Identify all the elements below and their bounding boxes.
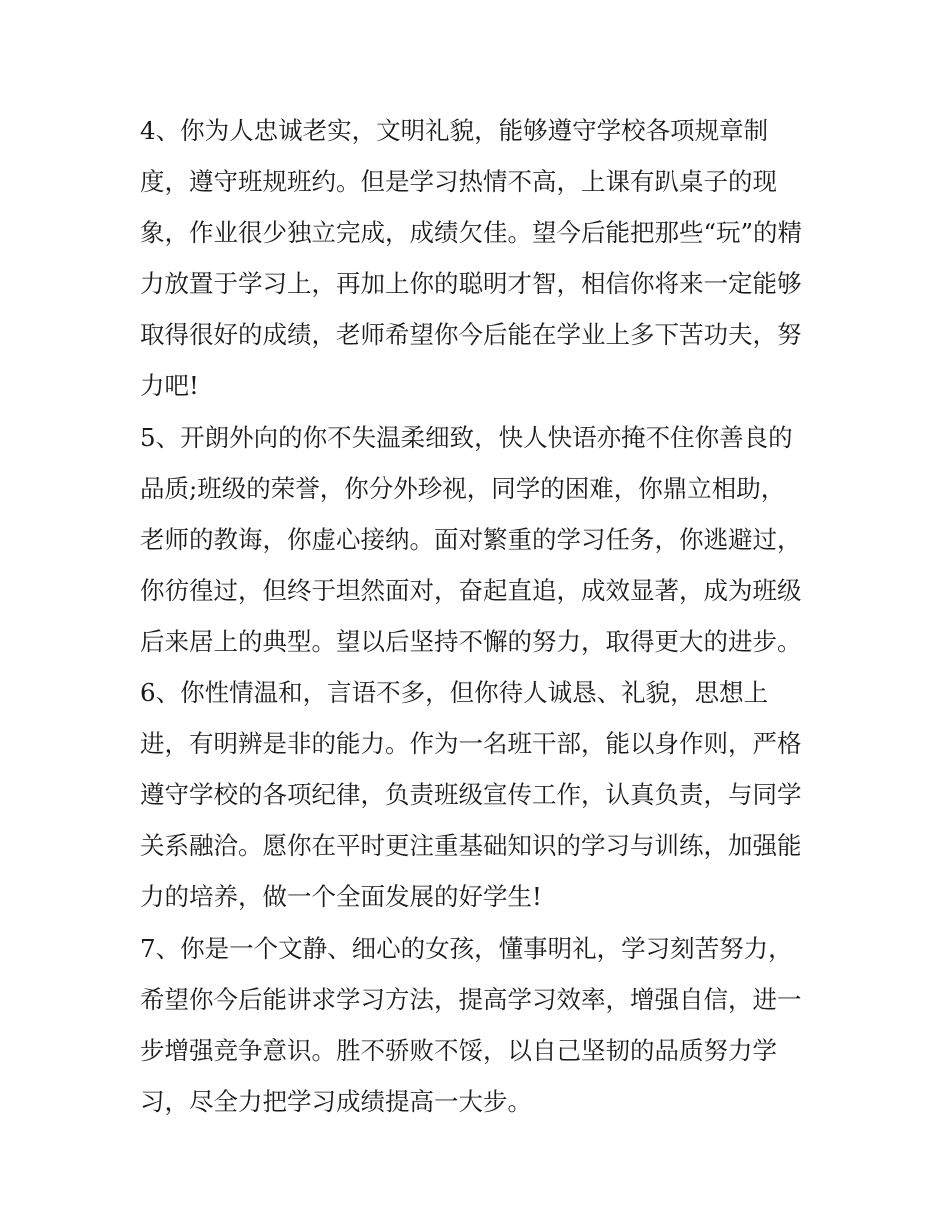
text-line: 象，作业很少独立完成，成绩欠佳。望今后能把那些“玩”的精 <box>140 218 803 248</box>
paragraph-comment-4 <box>140 105 815 412</box>
text-line: 7、你是一个文静、细心的女孩，懂事明礼，学习刻苦努力， <box>140 933 793 963</box>
paragraph-comment-7 <box>140 923 815 1127</box>
text-line: 力放置于学习上，再加上你的聪明才智，相信你将来一定能够 <box>140 269 802 299</box>
text-line: 关系融洽。愿你在平时更注重基础知识的学习与训练，加强能 <box>140 831 802 861</box>
text-line: 后来居上的典型。望以后坚持不懈的努力，取得更大的进步。 <box>140 626 802 656</box>
text-line: 6、你性情温和，言语不多，但你待人诚恳、礼貌，思想上 <box>140 678 769 708</box>
text-line: 老师的教诲，你虚心接纳。面对繁重的学习任务，你逃避过， <box>140 524 802 554</box>
text-line: 力吧! <box>140 371 199 401</box>
text-line: 力的培养，做一个全面发展的好学生! <box>140 882 542 912</box>
text-line: 你彷徨过，但终于坦然面对，奋起直追，成效显著，成为班级 <box>140 575 802 605</box>
text-line: 希望你今后能讲求学习方法，提高学习效率，增强自信，进一 <box>140 984 802 1014</box>
text-line: 习，尽全力把学习成绩提高一大步。 <box>140 1086 532 1116</box>
text-line: 4、你为人忠诚老实，文明礼貌，能够遵守学校各项规章制 <box>140 116 769 145</box>
document-body <box>140 105 815 1127</box>
text-line: 品质;班级的荣誉，你分外珍视，同学的困难，你鼎立相助， <box>140 473 786 503</box>
text-line: 进，有明辨是非的能力。作为一名班干部，能以身作则，严格 <box>140 729 802 759</box>
text-line: 步增强竞争意识。胜不骄败不馁，以自己坚韧的品质努力学 <box>140 1035 777 1065</box>
text-line: 遵守学校的各项纪律，负责班级宣传工作，认真负责，与同学 <box>140 780 802 810</box>
text-line: 度，遵守班规班约。但是学习热情不高，上课有趴桌子的现 <box>140 167 777 197</box>
paragraph-comment-5 <box>140 412 815 667</box>
text-line: 取得很好的成绩，老师希望你今后能在学业上多下苦功夫，努 <box>140 320 802 350</box>
paragraph-comment-6 <box>140 667 815 922</box>
text-line: 5、开朗外向的你不失温柔细致，快人快语亦掩不住你善良的 <box>140 422 793 452</box>
